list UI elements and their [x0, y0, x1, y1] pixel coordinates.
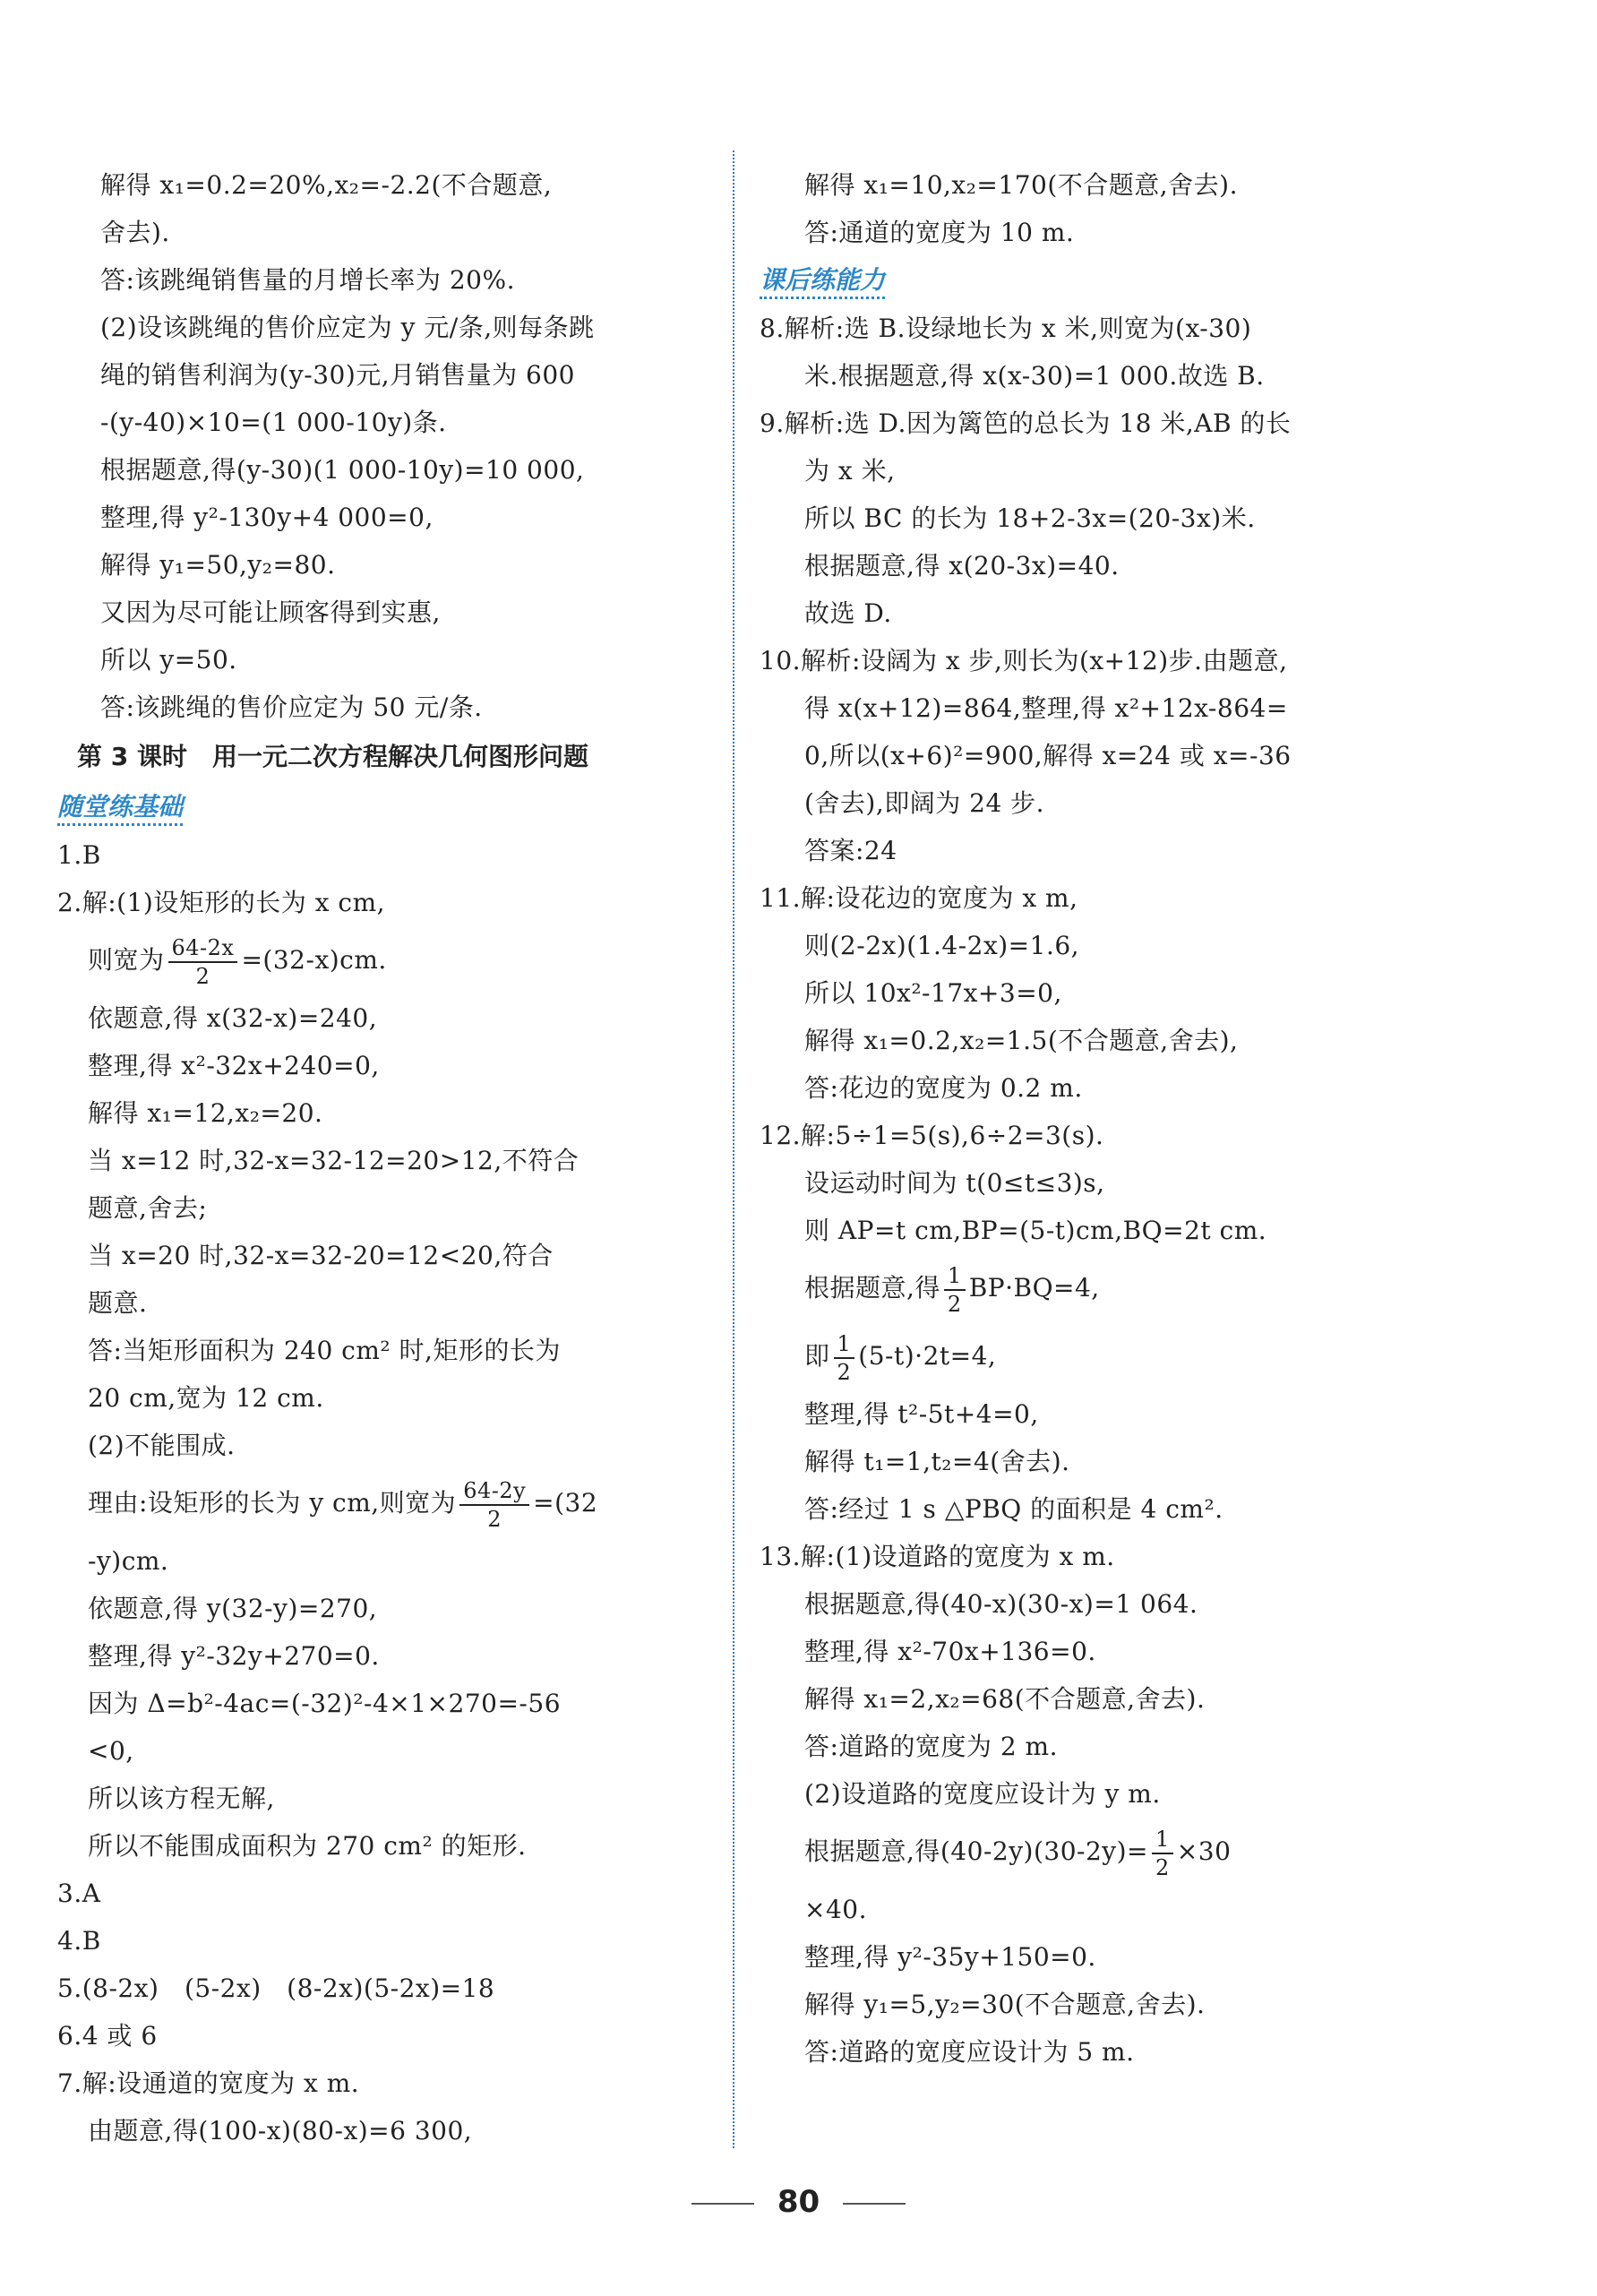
- answer-line: [57, 1137, 711, 1184]
- line-text: 1.B: [57, 840, 101, 870]
- answer-line: [57, 684, 711, 731]
- answer-line: [57, 256, 711, 304]
- line-text-after: =(32: [533, 1488, 598, 1518]
- answer-line: [760, 1723, 1422, 1770]
- answer-line: [760, 1818, 1422, 1886]
- answer-line: [760, 2028, 1422, 2076]
- answer-line: [57, 926, 711, 994]
- line-text: 依题意,得 x(32-x)=240,: [88, 1003, 378, 1033]
- answer-line: [57, 1537, 711, 1585]
- line-text: -(y-40)×10=(1 000-10y)条.: [100, 408, 447, 437]
- line-text: 根据题意,得 x(20-3x)=40.: [804, 551, 1120, 580]
- left-answer-block-2: [57, 831, 711, 2154]
- line-text-after: (5-t)·2t=4,: [858, 1341, 997, 1371]
- answer-line: [760, 1112, 1422, 1159]
- answer-line: [57, 446, 711, 494]
- answer-line: [760, 1017, 1422, 1064]
- answer-line: [760, 637, 1422, 684]
- line-text: 12.解:5÷1=5(s),6÷2=3(s).: [760, 1121, 1104, 1150]
- line-text: 7.解:设通道的宽度为 x m.: [57, 2068, 360, 2098]
- column-divider: [733, 150, 734, 2148]
- answer-line: [760, 1933, 1422, 1981]
- answer-line: [57, 1042, 711, 1089]
- section-title-basic: 随堂练基础: [57, 783, 711, 831]
- fraction: [1152, 1826, 1173, 1881]
- line-text: 依题意,得 y(32-y)=270,: [88, 1594, 378, 1623]
- lesson-heading: 第 3 课时 用一元二次方程解决几何图形问题: [77, 742, 588, 771]
- line-text: 根据题意,得(y-30)(1 000-10y)=10 000,: [100, 455, 585, 485]
- line-text: 根据题意,得(40-2y)(30-2y)=: [804, 1836, 1149, 1866]
- line-text: 解得 y₁=50,y₂=80.: [100, 550, 336, 580]
- answer-line: [760, 1886, 1422, 1933]
- line-text: 11.解:设花边的宽度为 x m,: [760, 883, 1078, 913]
- answer-line: [57, 1327, 711, 1374]
- line-text: 设运动时间为 t(0≤t≤3)s,: [804, 1168, 1105, 1198]
- answer-line: [760, 1770, 1422, 1818]
- fraction: [834, 1330, 855, 1386]
- fraction: [944, 1262, 966, 1318]
- answer-line: [57, 1822, 711, 1870]
- answer-line: [57, 1184, 711, 1232]
- answer-line: [760, 1254, 1422, 1322]
- answer-line: [57, 831, 711, 879]
- line-text: 当 x=20 时,32-x=32-20=12<20,符合: [88, 1241, 554, 1270]
- line-text: 舍去).: [100, 218, 170, 247]
- answer-line: [760, 1064, 1422, 1112]
- left-answer-block-1: [57, 161, 711, 731]
- answer-line: [57, 1727, 711, 1775]
- line-text: -y)cm.: [88, 1546, 169, 1576]
- fraction-denominator: 2: [487, 1506, 502, 1532]
- fraction-numerator: 1: [944, 1262, 966, 1291]
- line-text: 8.解析:选 B.设绿地长为 x 米,则宽为(x-30): [760, 314, 1252, 343]
- line-text: 整理,得 x²-32x+240=0,: [88, 1051, 380, 1080]
- answer-line: [760, 827, 1422, 874]
- answer-line: [760, 1322, 1422, 1390]
- line-text: 整理,得 y²-130y+4 000=0,: [100, 503, 434, 532]
- answer-line: [57, 1585, 711, 1632]
- answer-line: [760, 352, 1422, 400]
- line-text: 整理,得 y²-35y+150=0.: [804, 1942, 1096, 1972]
- line-text: 所以 BC 的长为 18+2-3x=(20-3x)米.: [804, 503, 1256, 533]
- answer-line: [57, 1632, 711, 1680]
- answer-line: [760, 209, 1422, 256]
- right-answer-block-2: [760, 305, 1422, 2076]
- line-text: 根据题意,得(40-x)(30-x)=1 064.: [804, 1589, 1198, 1619]
- line-text: 解得 y₁=5,y₂=30(不合题意,舍去).: [804, 1990, 1206, 2019]
- answer-line: [57, 1680, 711, 1727]
- line-text: 整理,得 t²-5t+4=0,: [804, 1399, 1039, 1429]
- answer-line: [760, 1159, 1422, 1207]
- answer-line: [760, 779, 1422, 827]
- line-text: 因为 Δ=b²-4ac=(-32)²-4×1×270=-56: [88, 1689, 562, 1718]
- line-text: 理由:设矩形的长为 y cm,则宽为: [88, 1488, 457, 1518]
- answer-line: [760, 1580, 1422, 1628]
- line-text: 为 x 米,: [804, 456, 896, 486]
- line-text: 5.(8-2x) (5-2x) (8-2x)(5-2x)=18: [57, 1974, 495, 2003]
- line-text: 2.解:(1)设矩形的长为 x cm,: [57, 888, 386, 917]
- fraction-denominator: 2: [195, 963, 210, 989]
- line-text: 9.解析:选 D.因为篱笆的总长为 18 米,AB 的长: [760, 408, 1292, 438]
- answer-line: [57, 1469, 711, 1537]
- answer-line: [57, 399, 711, 446]
- line-text: (舍去),即阔为 24 步.: [804, 788, 1045, 818]
- right-column: [760, 161, 1422, 2076]
- right-answer-block-1: [760, 161, 1422, 256]
- line-text: (2)设该跳绳的售价应定为 y 元/条,则每条跳: [100, 313, 595, 342]
- line-text: 所以 y=50.: [100, 645, 237, 675]
- answer-line: [57, 2012, 711, 2060]
- line-text: 又因为尽可能让顾客得到实惠,: [100, 598, 441, 627]
- answer-line: [760, 542, 1422, 589]
- line-text: 答:花边的宽度为 0.2 m.: [804, 1073, 1083, 1103]
- left-column: [57, 161, 711, 2154]
- line-text: <0,: [88, 1736, 134, 1766]
- footer-dash-right: [843, 2203, 906, 2205]
- line-text: 整理,得 x²-70x+136=0.: [804, 1637, 1096, 1666]
- line-text: 解得 x₁=2,x₂=68(不合题意,舍去).: [804, 1684, 1206, 1714]
- line-text: 答:当矩形面积为 240 cm² 时,矩形的长为: [88, 1336, 561, 1365]
- answer-line: [760, 1485, 1422, 1533]
- line-text: 答案:24: [804, 836, 897, 865]
- answer-line: [760, 874, 1422, 922]
- answer-line: [57, 1279, 711, 1327]
- answer-line: [760, 922, 1422, 969]
- line-text: (2)不能围成.: [88, 1431, 236, 1460]
- line-text: 答:道路的宽度为 2 m.: [804, 1732, 1059, 1761]
- answer-line: [57, 1232, 711, 1279]
- answer-line: [57, 304, 711, 351]
- line-text: 米.根据题意,得 x(x-30)=1 000.故选 B.: [804, 361, 1265, 391]
- answer-line: [57, 161, 711, 209]
- answer-line: [57, 1917, 711, 1965]
- answer-line: [57, 2060, 711, 2107]
- line-text: 答:该跳绳的售价应定为 50 元/条.: [100, 692, 483, 722]
- line-text-after: =(32-x)cm.: [241, 945, 387, 975]
- line-text: 题意.: [88, 1288, 148, 1318]
- line-text: 答:通道的宽度为 10 m.: [804, 218, 1075, 247]
- answer-line: [57, 994, 711, 1042]
- answer-line: [760, 1207, 1422, 1254]
- line-text: 答:该跳绳销售量的月增长率为 20%.: [100, 265, 515, 295]
- fraction-numerator: 64-2y: [459, 1477, 529, 1506]
- line-text-after: ×30: [1176, 1836, 1232, 1866]
- line-text: 根据题意,得: [804, 1273, 940, 1303]
- line-text: 解得 x₁=12,x₂=20.: [88, 1098, 323, 1128]
- line-text: 解得 x₁=10,x₂=170(不合题意,舍去).: [804, 170, 1238, 200]
- line-text: 0,所以(x+6)²=900,解得 x=24 或 x=-36: [804, 741, 1292, 770]
- answer-line: [760, 589, 1422, 637]
- answer-line: [760, 1675, 1422, 1723]
- fraction: [459, 1477, 529, 1533]
- line-text: 当 x=12 时,32-x=32-12=20>12,不符合: [88, 1146, 580, 1175]
- answer-line: [57, 1965, 711, 2012]
- answer-line: [760, 1981, 1422, 2028]
- answer-line: [760, 494, 1422, 542]
- answer-line: [57, 1089, 711, 1137]
- answer-line: [57, 589, 711, 636]
- line-text: 20 cm,宽为 12 cm.: [88, 1383, 324, 1413]
- line-text: (2)设道路的宽度应设计为 y m.: [804, 1779, 1161, 1809]
- fraction-numerator: 1: [834, 1330, 855, 1359]
- answer-line: [760, 161, 1422, 209]
- answer-line: [760, 447, 1422, 494]
- answer-line: [760, 684, 1422, 732]
- fraction-denominator: 2: [837, 1359, 852, 1385]
- answer-line: [760, 732, 1422, 779]
- answer-line: [760, 1390, 1422, 1438]
- footer-dash-left: [691, 2203, 754, 2205]
- section-title-advanced: 课后练能力: [760, 256, 1422, 305]
- fraction: [168, 934, 238, 990]
- line-text: 题意,舍去;: [88, 1193, 208, 1223]
- line-text: 4.B: [57, 1926, 101, 1956]
- line-text: 得 x(x+12)=864,整理,得 x²+12x-864=: [804, 693, 1288, 723]
- answer-line: [57, 1374, 711, 1422]
- page-number: 80: [777, 2184, 820, 2220]
- line-text: 13.解:(1)设道路的宽度为 x m.: [760, 1542, 1115, 1571]
- answer-line: [760, 969, 1422, 1017]
- line-text: 整理,得 y²-32y+270=0.: [88, 1641, 380, 1671]
- line-text: 10.解析:设阔为 x 步,则长为(x+12)步.由题意,: [760, 646, 1288, 675]
- line-text: 则宽为: [88, 945, 165, 975]
- line-text: 3.A: [57, 1879, 101, 1908]
- answer-line: [57, 1422, 711, 1469]
- answer-line: [57, 879, 711, 926]
- page-footer: [0, 2184, 1597, 2220]
- answer-line: [57, 636, 711, 684]
- line-text: 绳的销售利润为(y-30)元,月销售量为 600: [100, 360, 576, 390]
- answer-line: [57, 2107, 711, 2154]
- line-text-after: BP·BQ=4,: [968, 1273, 1100, 1303]
- line-text: 答:经过 1 s △PBQ 的面积是 4 cm².: [804, 1494, 1224, 1524]
- fraction-numerator: 1: [1152, 1826, 1173, 1854]
- line-text: 故选 D.: [804, 598, 892, 628]
- answer-line: [57, 1775, 711, 1822]
- line-text: 答:道路的宽度应设计为 5 m.: [804, 2037, 1135, 2067]
- line-text: 6.4 或 6: [57, 2021, 158, 2051]
- answer-line: [760, 400, 1422, 447]
- answer-line: [57, 541, 711, 589]
- answer-line: [57, 1870, 711, 1917]
- line-text: 所以不能围成面积为 270 cm² 的矩形.: [88, 1831, 527, 1861]
- line-text: 所以 10x²-17x+3=0,: [804, 978, 1062, 1008]
- answer-line: [760, 1533, 1422, 1580]
- line-text: 解得 t₁=1,t₂=4(舍去).: [804, 1447, 1070, 1476]
- line-text: 即: [804, 1341, 830, 1371]
- line-text: 所以该方程无解,: [88, 1784, 275, 1813]
- answer-line: [57, 494, 711, 541]
- fraction-denominator: 2: [1155, 1854, 1170, 1880]
- line-text: 解得 x₁=0.2,x₂=1.5(不合题意,舍去),: [804, 1026, 1239, 1055]
- fraction-denominator: 2: [947, 1291, 962, 1317]
- line-text: 则 AP=t cm,BP=(5-t)cm,BQ=2t cm.: [804, 1216, 1267, 1245]
- line-text: 解得 x₁=0.2=20%,x₂=-2.2(不合题意,: [100, 170, 553, 200]
- answer-line: [57, 351, 711, 399]
- answer-line: [760, 1438, 1422, 1485]
- answer-line: [760, 1628, 1422, 1675]
- answer-line: [760, 305, 1422, 352]
- line-text: 由题意,得(100-x)(80-x)=6 300,: [88, 2116, 473, 2146]
- line-text: 则(2-2x)(1.4-2x)=1.6,: [804, 931, 1080, 960]
- answer-line: [57, 209, 711, 256]
- fraction-numerator: 64-2x: [168, 934, 238, 963]
- line-text: ×40.: [804, 1895, 867, 1924]
